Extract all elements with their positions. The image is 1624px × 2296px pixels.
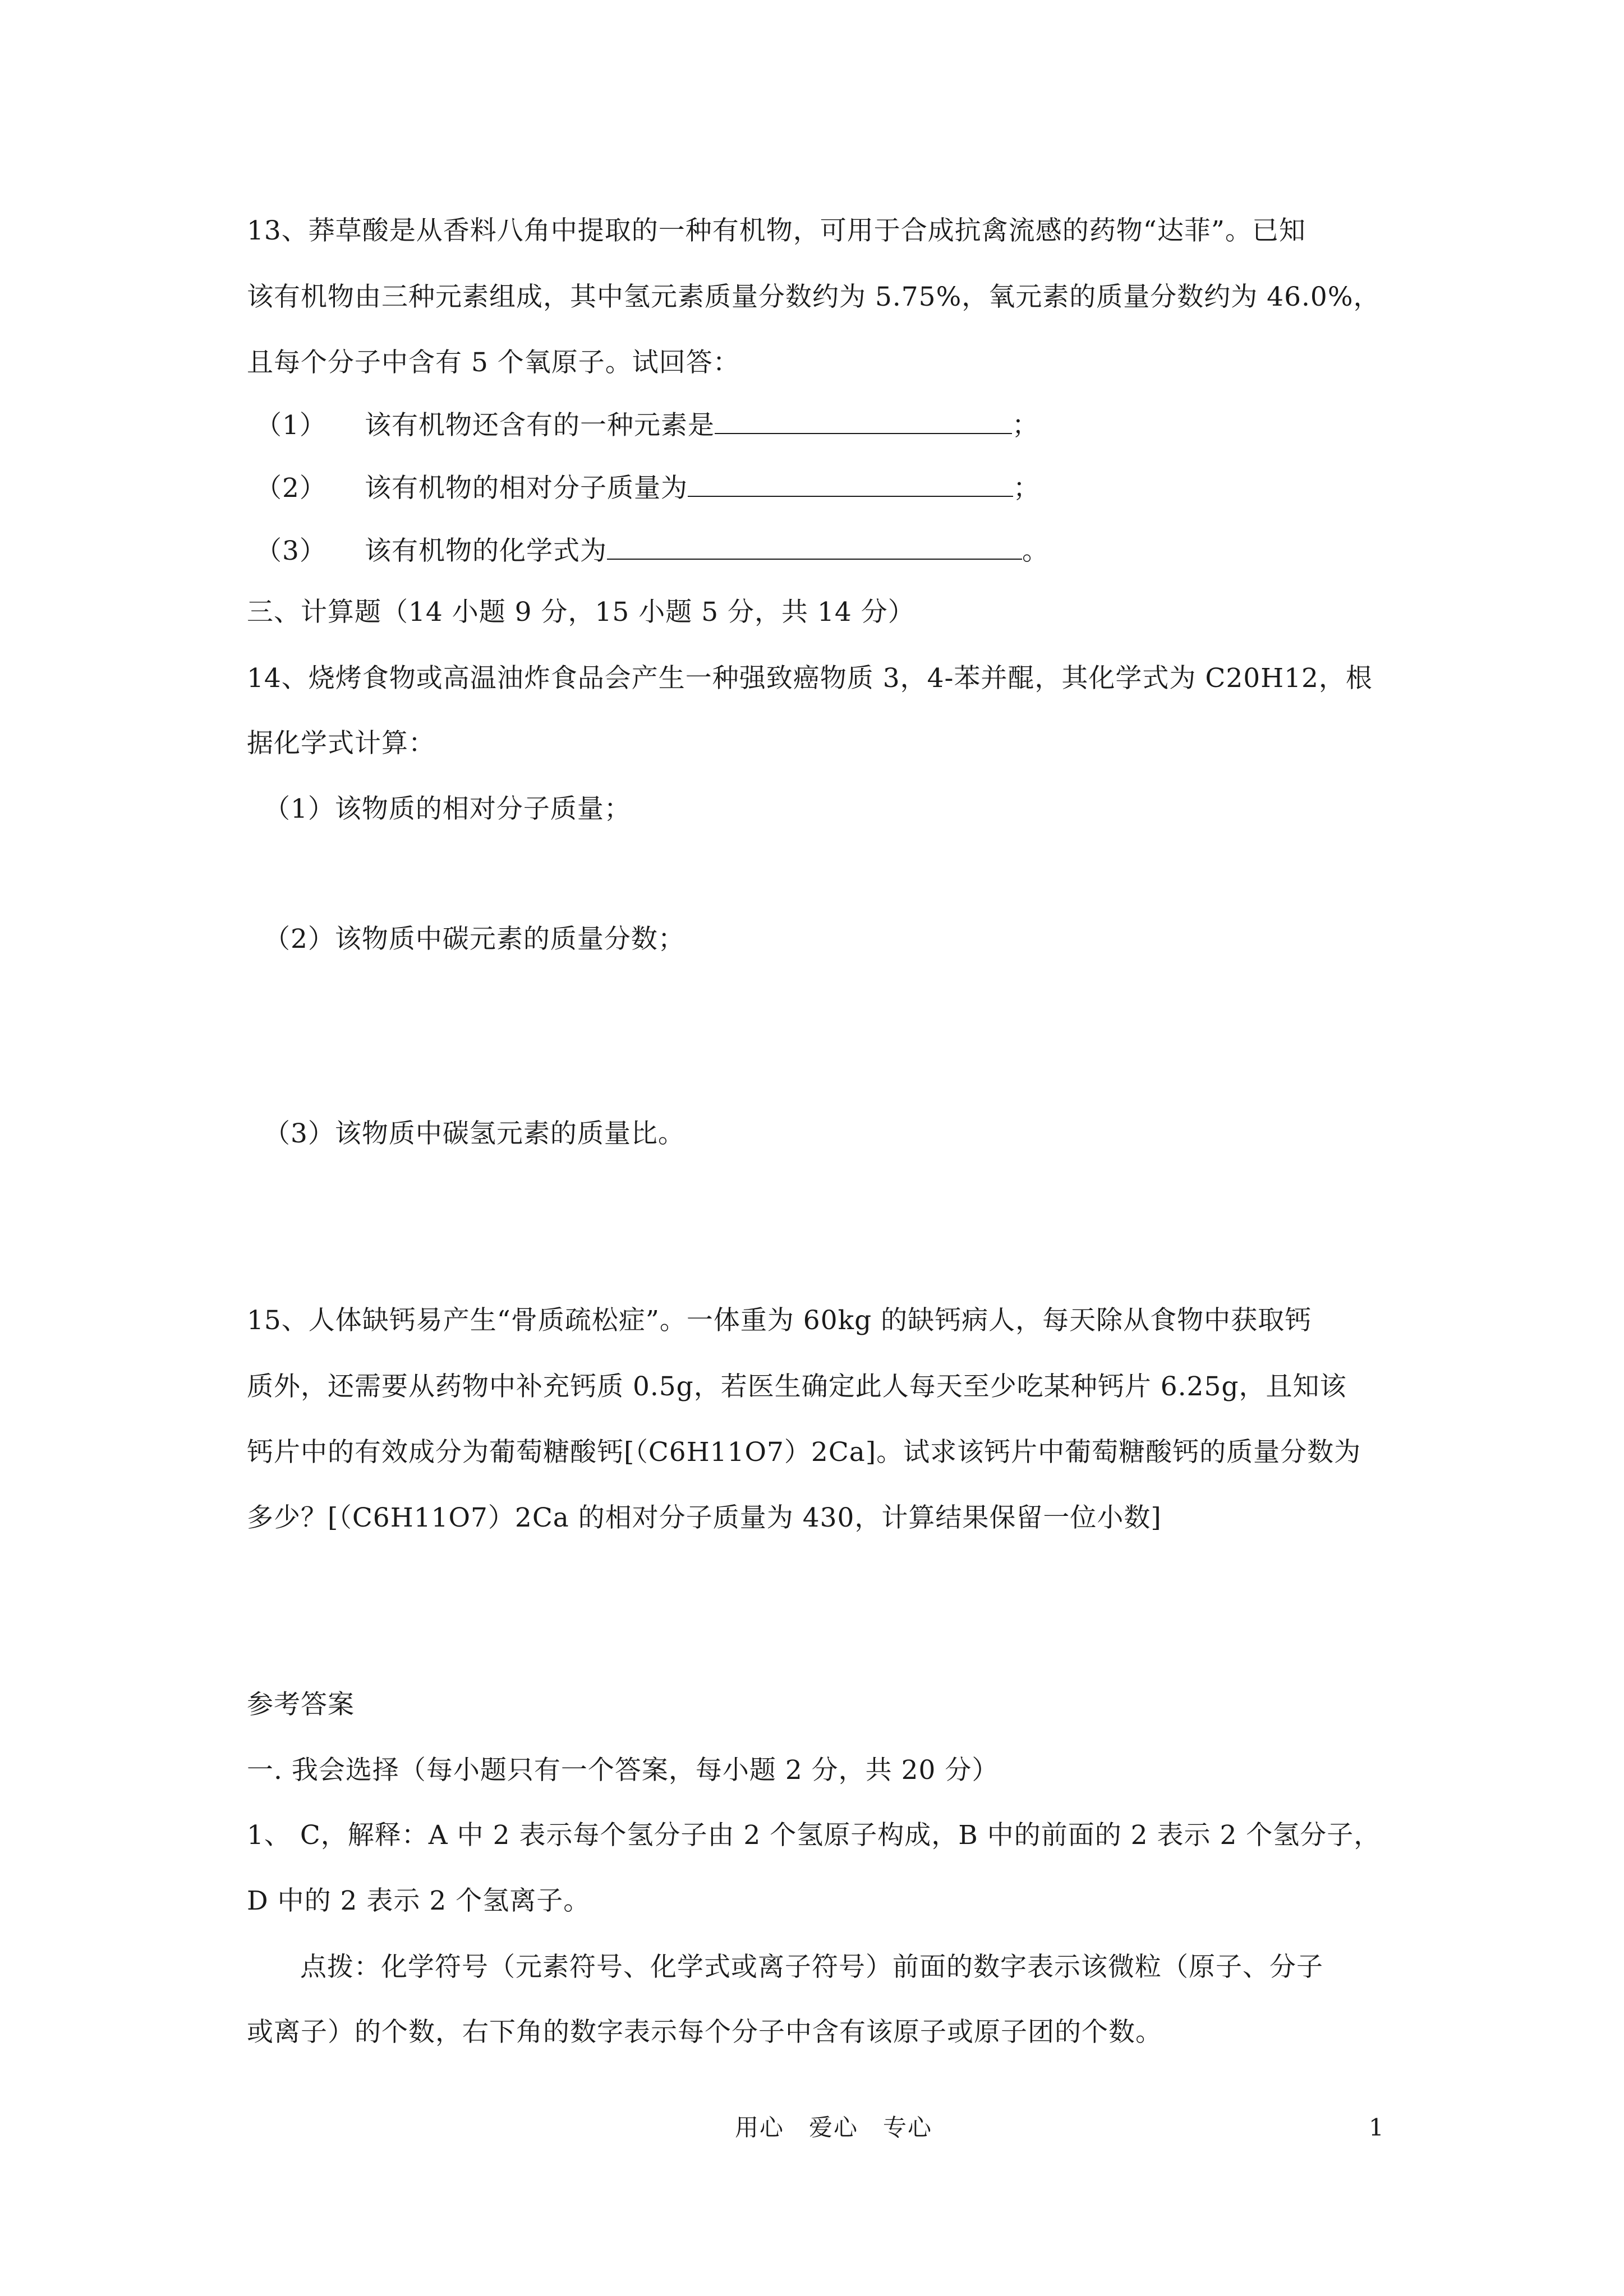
- answers-section-1-title: 一. 我会选择（每小题只有一个答案，每小题 2 分，共 20 分）: [247, 1755, 999, 1786]
- answers-title: 参考答案: [247, 1689, 355, 1720]
- q13-sub-3-answer-blank[interactable]: [607, 534, 1022, 560]
- q13-sub-2-answer-blank[interactable]: [688, 471, 1013, 497]
- footer-motto: 用心 爱心 专心: [735, 2114, 933, 2141]
- q15-line-1: 15、人体缺钙易产生“骨质疏松症”。一体重为 60kg 的缺钙病人，每天除从食物中获取钙: [247, 1305, 1312, 1336]
- q13-sub-question-2: [255, 471, 1040, 505]
- answer-1-line-1: 1、 C，解释：A 中 2 表示每个氢分子由 2 个氢原子构成，B 中的前面的 2 表示 2 个氢分子，: [247, 1820, 1381, 1851]
- q14-sub-question-2: （2）该物质中碳元素的质量分数；: [264, 924, 685, 955]
- q13-line-2: 该有机物由三种元素组成，其中氢元素质量分数约为 5.75%，氧元素的质量分数约为 46.0%，: [247, 282, 1381, 312]
- q13-sub-1-number: （1）: [255, 410, 326, 441]
- q13-sub-2-number: （2）: [255, 473, 326, 504]
- q15-line-3: 钙片中的有效成分为葡萄糖酸钙[（C6H11O7）2Ca]。试求该钙片中葡萄糖酸钙的质量分数为: [247, 1437, 1361, 1468]
- q13-sub-question-3: [255, 534, 1049, 568]
- page-number: 1: [1369, 2114, 1384, 2141]
- answer-1-tip-line-2: 或离子）的个数，右下角的数字表示每个分子中含有该原子或原子团的个数。: [247, 2017, 1162, 2048]
- q14-sub-question-1: （1）该物质的相对分子质量；: [264, 794, 631, 824]
- q14-sub-question-3: （3）该物质中碳氢元素的质量比。: [264, 1118, 685, 1149]
- q15-line-2: 质外，还需要从药物中补充钙质 0.5g，若医生确定此人每天至少吃某种钙片 6.25g，且知该: [247, 1371, 1347, 1402]
- answer-1-line-2: D 中的 2 表示 2 个氢离子。: [247, 1885, 591, 1916]
- q14-line-1: 14、烧烤食物或高温油炸食品会产生一种强致癌物质 3，4-苯并醌，其化学式为 C20H12，根: [247, 663, 1373, 694]
- q15-line-4: 多少？[（C6H11O7）2Ca 的相对分子质量为 430，计算结果保留一位小数]: [247, 1502, 1162, 1533]
- q13-line-3: 且每个分子中含有 5 个氧原子。试回答：: [247, 347, 740, 378]
- q13-sub-3-end: 。: [1022, 536, 1049, 566]
- section-3-title: 三、计算题（14 小题 9 分，15 小题 5 分，共 14 分）: [247, 597, 915, 628]
- q13-line-1: 13、莽草酸是从香料八角中提取的一种有机物，可用于合成抗禽流感的药物“达菲”。已知: [247, 215, 1306, 246]
- q14-line-2: 据化学式计算：: [247, 728, 435, 759]
- q13-sub-question-1: [255, 408, 1039, 442]
- answer-1-tip-line-1: 点拨：化学符号（元素符号、化学式或离子符号）前面的数字表示该微粒（原子、分子: [300, 1952, 1323, 1983]
- q13-sub-3-text: 该有机物的化学式为: [365, 536, 607, 566]
- q13-sub-1-answer-blank[interactable]: [715, 408, 1012, 434]
- q13-sub-1-end: ；: [1012, 410, 1039, 441]
- q13-sub-1-text: 该有机物还含有的一种元素是: [365, 410, 715, 441]
- q13-sub-3-number: （3）: [255, 536, 326, 566]
- q13-sub-2-end: ；: [1013, 473, 1040, 504]
- q13-sub-2-text: 该有机物的相对分子质量为: [365, 473, 688, 504]
